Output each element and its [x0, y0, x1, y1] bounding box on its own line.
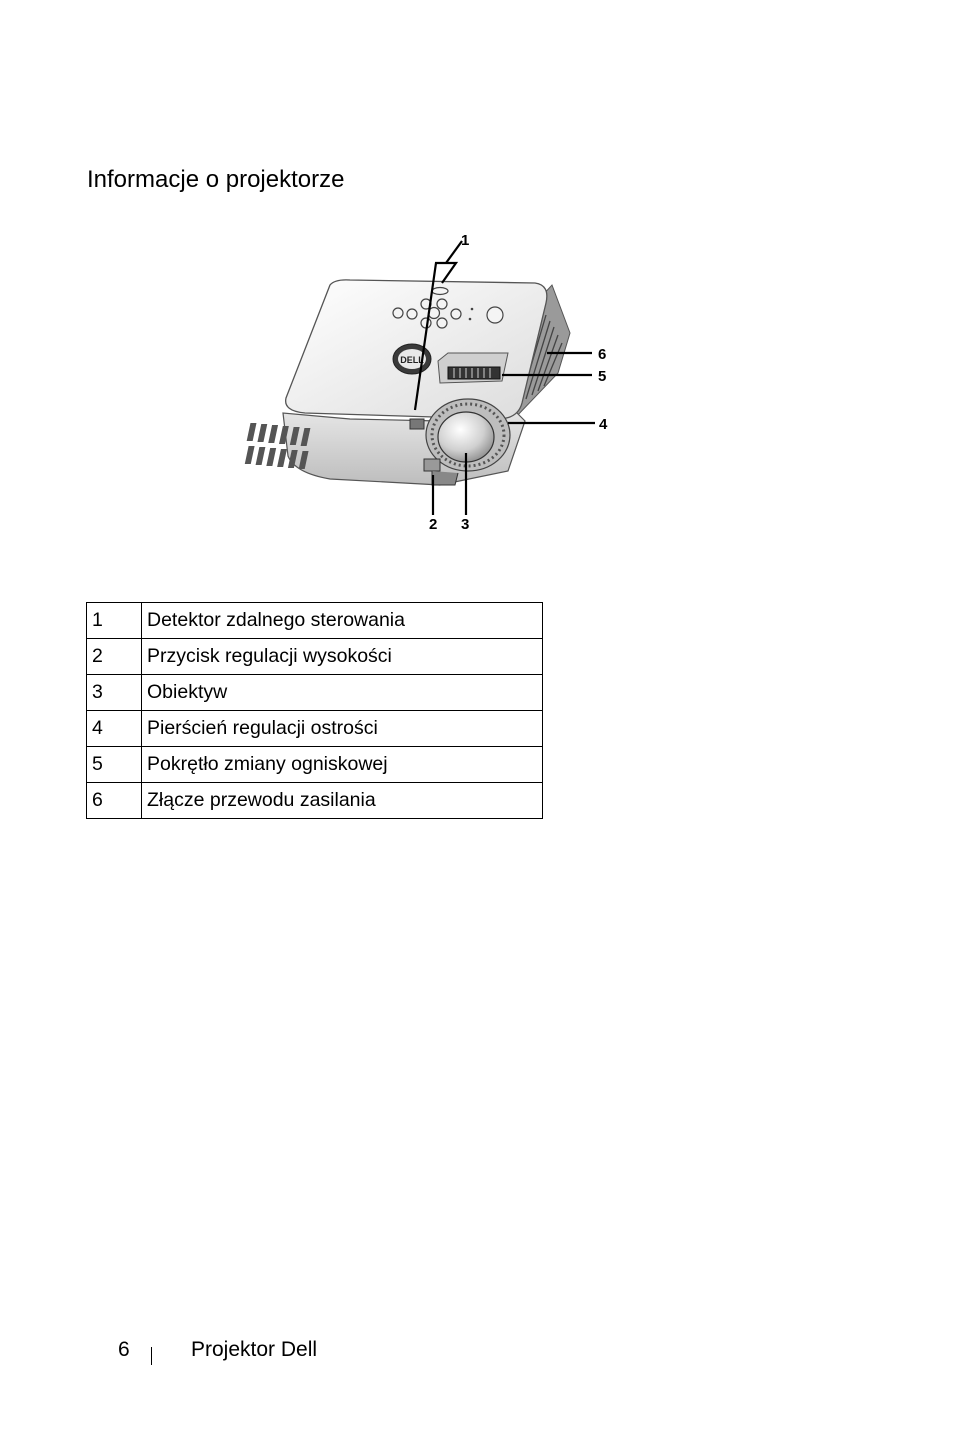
part-number: 6	[87, 783, 142, 819]
logo-text: DELL	[400, 355, 424, 365]
part-label: Obiektyw	[142, 675, 543, 711]
part-label: Pokrętło zmiany ogniskowej	[142, 747, 543, 783]
zoom-lever-area	[438, 353, 508, 383]
dell-logo	[393, 344, 431, 374]
part-number: 2	[87, 639, 142, 675]
footer-document-title: Projektor Dell	[191, 1338, 318, 1361]
part-label: Detektor zdalnego sterowania	[142, 603, 543, 639]
callout-1: 1	[461, 232, 470, 249]
projector-drawing	[240, 223, 658, 538]
footer-divider	[151, 1347, 152, 1365]
table-row	[87, 783, 543, 819]
part-number: 3	[87, 675, 142, 711]
part-number: 1	[87, 603, 142, 639]
projector-illustration	[240, 223, 658, 538]
callout-3: 3	[461, 516, 470, 533]
part-label: Złącze przewodu zasilania	[142, 783, 543, 819]
parts-table	[86, 602, 543, 819]
table-row	[87, 711, 543, 747]
part-label: Pierścień regulacji ostrości	[142, 711, 543, 747]
ir-receiver	[410, 419, 424, 429]
table-row	[87, 675, 543, 711]
part-label: Przycisk regulacji wysokości	[142, 639, 543, 675]
table-row	[87, 747, 543, 783]
table-row	[87, 603, 543, 639]
section-title: Informacje o projektorze	[87, 166, 345, 193]
page-number: 6	[118, 1338, 130, 1361]
callout-5: 5	[598, 368, 607, 385]
part-number: 5	[87, 747, 142, 783]
table-row	[87, 639, 543, 675]
callout-4: 4	[599, 416, 608, 433]
part-number: 4	[87, 711, 142, 747]
callout-6: 6	[598, 346, 607, 363]
callout-2: 2	[429, 516, 438, 533]
